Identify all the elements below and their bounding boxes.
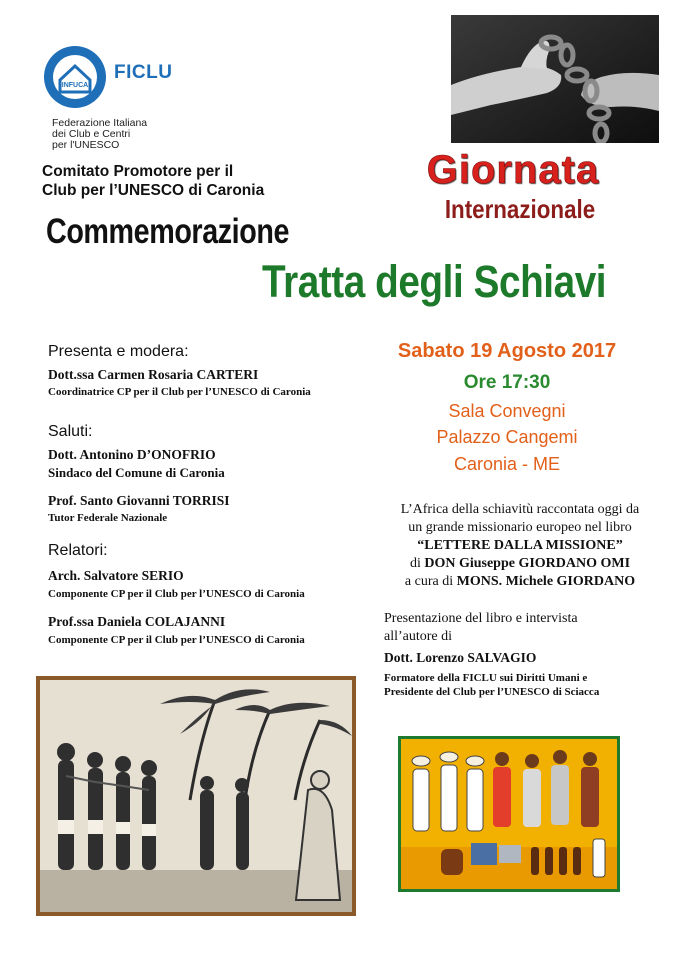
presentation-line: Presentazione del libro e intervista <box>384 611 578 626</box>
federation-name <box>52 118 192 151</box>
federation-line: dei Club e Centri <box>52 128 131 140</box>
book-title: “LETTERE DALLA MISSIONE” <box>417 538 623 553</box>
presenter-interview-role: Formatore della FICLU sui Diritti Umani e <box>384 672 588 684</box>
committee-name <box>42 162 342 200</box>
saluti-name: Prof. Santo Giovanni TORRISI <box>48 493 230 508</box>
book-editor-prefix: a cura di <box>404 574 457 589</box>
relatore-role: Componente CP per il Club per l’UNESCO di Caronia <box>48 588 305 600</box>
committee-line: Comitato Promotore per il <box>42 163 234 180</box>
federation-line: Federazione Italiana <box>52 117 148 129</box>
title-giornata: Giornata <box>426 148 600 192</box>
chained-hands-photo <box>451 15 659 143</box>
presentation-line: all’autore di <box>384 629 453 644</box>
presenter-name: Dott.ssa Carmen Rosaria CARTERI <box>48 367 259 382</box>
book-author: DON Giuseppe GIORDANO OMI <box>424 556 631 571</box>
presenter-interview-name: Dott. Lorenzo SALVAGIO <box>384 650 537 665</box>
relatori-label: Relatori: <box>48 542 108 559</box>
book-editor-line <box>375 573 665 591</box>
missionary-painting <box>398 736 620 892</box>
presenter-role: Coordinatrice CP per il Club per l’UNESCO di Caronia <box>48 386 311 398</box>
event-venue-line: Palazzo Cangemi <box>436 427 578 447</box>
title-internazionale: Internazionale <box>444 194 596 224</box>
saluti-label: Saluti: <box>48 423 93 440</box>
ficlu-logo <box>40 42 110 112</box>
event-venue-line: Caronia - ME <box>453 454 561 474</box>
title-commemorazione: Commemorazione <box>46 212 290 251</box>
saluti-role: Sindaco del Comune di Caronia <box>48 465 225 480</box>
book-description <box>375 501 665 591</box>
relatore-name: Prof.ssa Daniela COLAJANNI <box>48 614 226 629</box>
event-date: Sabato 19 Agosto 2017 <box>397 340 617 362</box>
presenta-label: Presenta e modera: <box>48 343 189 360</box>
book-line: L’Africa della schiavitù raccontata oggi da <box>400 502 640 517</box>
title-tratta: Tratta degli Schiavi <box>262 256 607 307</box>
book-author-prefix: di <box>409 556 425 571</box>
book-editor: MONS. Michele GIORDANO <box>456 574 636 589</box>
book-line: un grande missionario europeo nel libro <box>408 520 632 535</box>
relatore-name: Arch. Salvatore SERIO <box>48 568 184 583</box>
relatore-role: Componente CP per il Club per l’UNESCO di Caronia <box>48 634 305 646</box>
committee-line: Club per l’UNESCO di Caronia <box>42 182 265 199</box>
saluti-role: Tutor Federale Nazionale <box>48 512 168 524</box>
logo-acronym: INFUCA <box>61 82 89 89</box>
event-venue-line: Sala Convegni <box>448 401 566 421</box>
logo-name: FICLU <box>114 62 173 83</box>
book-author-line <box>375 555 665 573</box>
event-time: Ore 17:30 <box>463 372 551 393</box>
federation-line: per l'UNESCO <box>52 139 120 151</box>
presenter-interview-role: Presidente del Club per l’UNESCO di Sciacca <box>384 686 600 698</box>
slave-trade-engraving <box>36 676 356 916</box>
saluti-name: Dott. Antonino D’ONOFRIO <box>48 447 216 462</box>
